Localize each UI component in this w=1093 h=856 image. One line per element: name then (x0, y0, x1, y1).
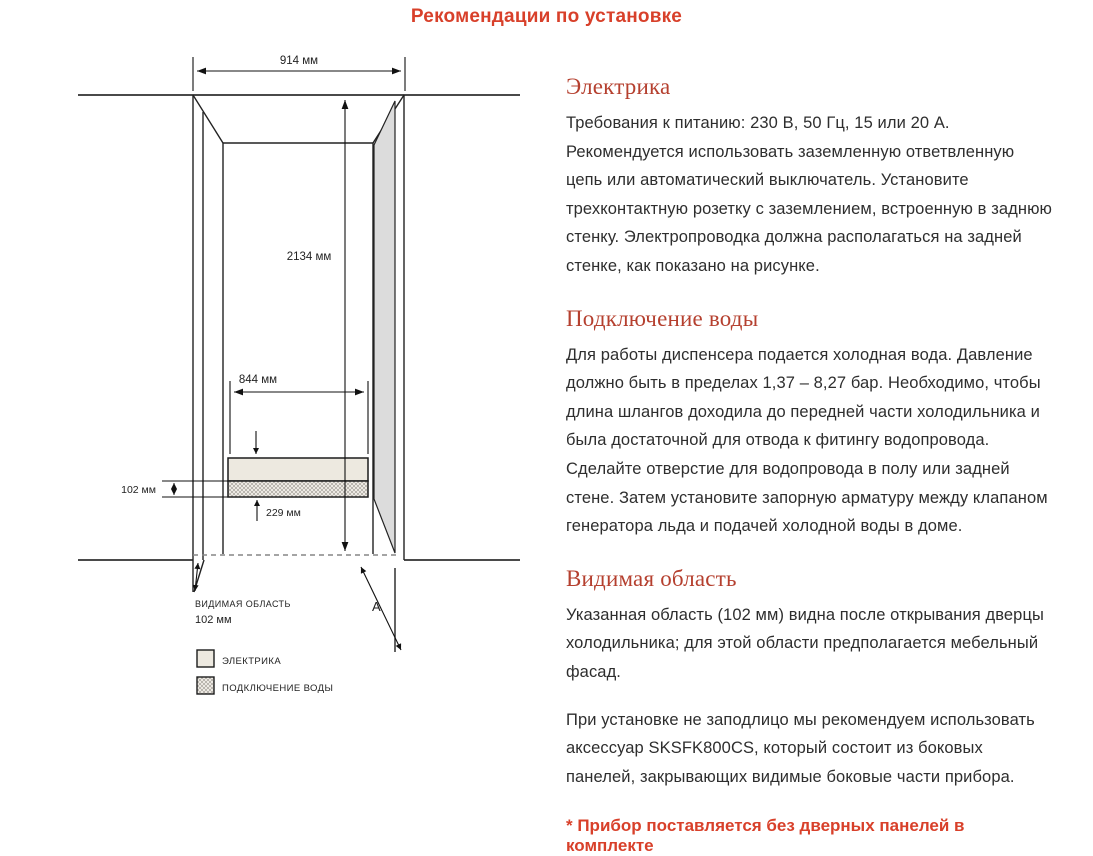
installation-diagram (0, 0, 545, 720)
dimension-914-label: 914 мм (279, 55, 319, 67)
dimension-102-left (162, 481, 228, 497)
side-panel-shaded (374, 101, 395, 553)
legend-label-water: ПОДКЛЮЧЕНИЕ ВОДЫ (222, 683, 334, 694)
niche-outline (193, 95, 404, 652)
door-swing-label: A (372, 599, 381, 614)
visible-area-value: 102 мм (195, 614, 232, 626)
dimension-844-label: 844 мм (238, 374, 278, 386)
section-heading-electrics: Электрика (566, 74, 671, 99)
dimension-102-label: 102 мм (121, 484, 156, 496)
visible-area-label: ВИДИМАЯ ОБЛАСТЬ (195, 599, 291, 609)
section-body-visible-area: Указанная область (102 мм) видна после открывания дверцы холодильника; для этой области предполагается мебельный фасад. (566, 605, 1044, 681)
section-electrics (566, 74, 1055, 281)
visible-area-arrow (195, 563, 198, 591)
section-visible-area (566, 566, 1055, 792)
dimension-844 (230, 381, 368, 454)
page-title: Рекомендации по установке (410, 6, 683, 27)
section-heading-water: Подключение воды (566, 305, 759, 331)
legend-label-electric: ЭЛЕКТРИКА (222, 656, 282, 667)
dimension-229-label: 229 мм (266, 507, 301, 519)
section-heading-visible-area: Видимая область (566, 565, 737, 591)
section-body-accessory: При установке не заподлицо мы рекомендуем использовать аксессуар SKSFK800CS, который состоит из боковых панелей, закрывающих видимые боковые части прибора. (566, 710, 1035, 786)
text-column (566, 74, 1055, 856)
footnote: * Прибор поставляется без дверных панелей в комплекте (566, 816, 965, 856)
niche-dimension-drawing (0, 0, 545, 720)
dimension-2134-label: 2134 мм (286, 251, 332, 263)
section-body-electrics: Требования к питанию: 230 В, 50 Гц, 15 или 20 А. Рекомендуется использовать заземленную ответвленную цепь или автоматический выключатель. Установите трехконтактную розетку с заземлением, встроенную в заднюю стенку. Электропроводка должна располагаться на задней стенке, как показано на рисунке. (566, 114, 1053, 275)
legend-swatch-electric (197, 650, 214, 667)
section-water (566, 306, 1055, 541)
water-zone-box (228, 481, 368, 497)
electrical-zone-box (228, 458, 368, 481)
section-body-water: Для работы диспенсера подается холодная вода. Давление должно быть в пределах 1,37 – 8,27 бар. Необходимо, чтобы длина шлангов доходила до передней части холодильника и была достаточной для отвода к фитингу водопровода. Сделайте отверстие для водопровода в полу или задней стене. Затем установите запорную арматуру между клапаном генератора льда и подачей холодной воды в доме. (566, 345, 1048, 536)
diagram-legend (197, 650, 333, 694)
legend-swatch-water (197, 677, 214, 694)
